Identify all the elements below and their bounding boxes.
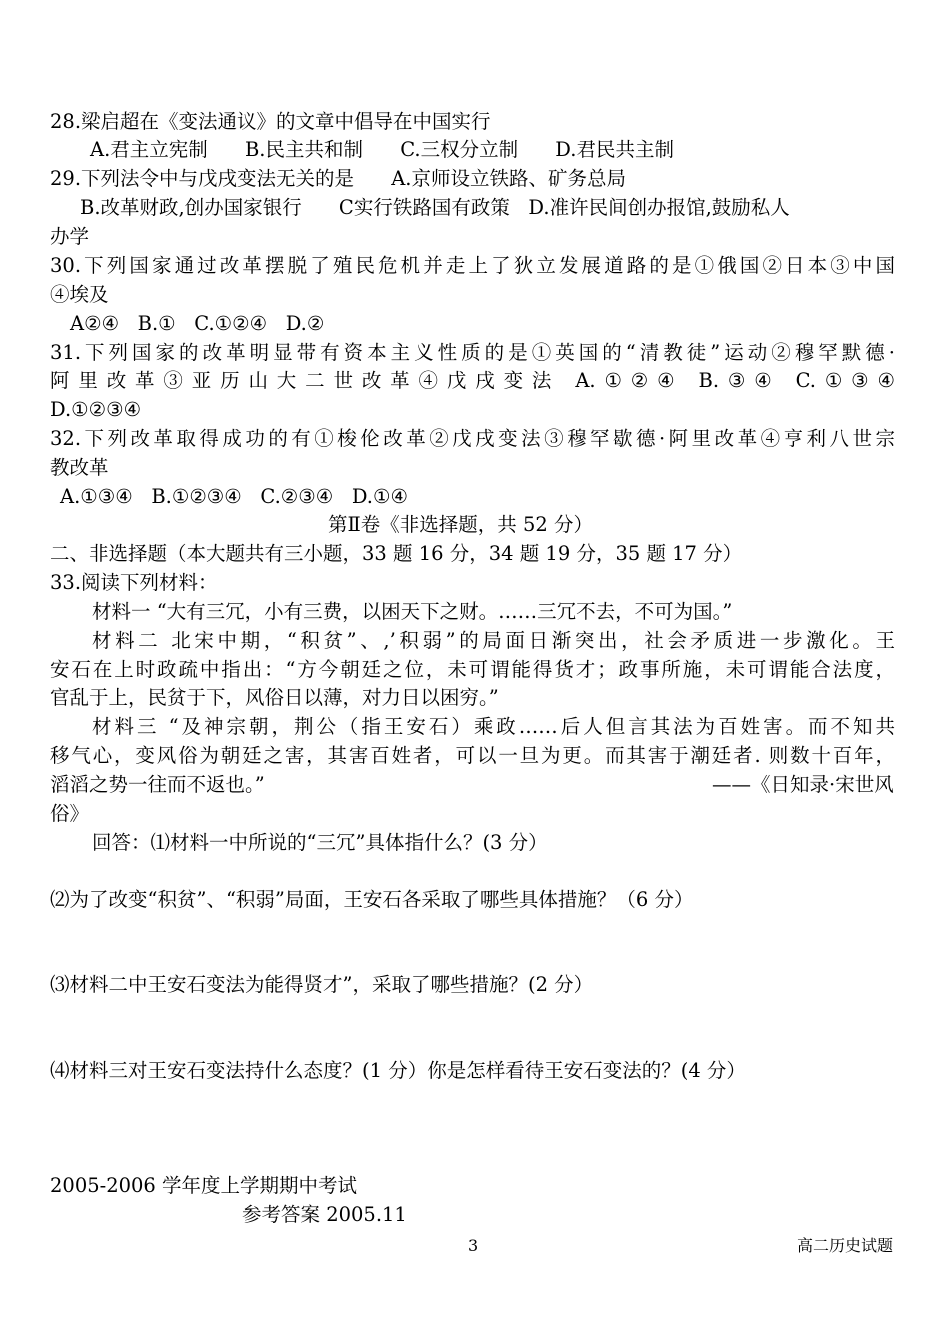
q33-answer-2: ⑵为了改变“积贫”、“积弱”局面，王安石各采取了哪些具体措施？（6 分） bbox=[50, 888, 694, 911]
page-number: 3 bbox=[468, 1236, 479, 1255]
q33-material-3-source-cont: 俗》 bbox=[50, 802, 90, 825]
q32-stem: 32.下列改革取得成功的有①梭伦改革②戊戌变法③穆罕歇德·阿里改革④亨利八世宗 bbox=[50, 427, 895, 450]
q32-options: A.①③④ B.①②③④ C.②③④ D.①④ bbox=[60, 485, 408, 508]
q33-material-3-end: 滔滔之势一往而不返也。” bbox=[50, 773, 265, 796]
part2-instruction: 二、非选择题（本大题共有三小题，33 题 16 分，34 题 19 分，35 题 17 分） bbox=[50, 542, 743, 565]
q30-stem-cont: ④埃及 bbox=[50, 283, 109, 306]
q33-material-1: 材料一 “大有三冗，小有三费，以困天下之财。……三冗不去，不可为国。” bbox=[92, 600, 733, 623]
q29-options: B.改革财政,创办国家银行 C实行铁路国有政策 D.准许民间创办报馆,鼓励私人 bbox=[80, 196, 790, 219]
q28-stem: 28.梁启超在《变法通议》的文章中倡导在中国实行 bbox=[50, 110, 491, 133]
q33-material-3: 材料三 “及神宗朝，荆公（指王安石）乘政……后人但言其法为百姓害。而不知共 bbox=[92, 715, 895, 738]
q33-material-3-source: ——《日知录·宋世风 bbox=[712, 773, 894, 796]
q33-answer-1: 回答：⑴材料一中所说的“三冗”具体指什么？(3 分） bbox=[92, 831, 548, 854]
q33-answer-4: ⑷材料三对王安石变法持什么态度？(1 分）你是怎样看待王安石变法的？(4 分） bbox=[50, 1059, 746, 1082]
q33-material-2: 材料二 北宋中期，“积贫”、,’积弱”的局面日渐突出，社会矛质进一步激化。王 bbox=[92, 629, 895, 652]
q31-option-d: D.①②③④ bbox=[50, 398, 142, 421]
q31-stem-cont: 阿里改革③亚历山大二世改革④戊戌变法 A.①②④ B.③④ C.①③④ bbox=[50, 369, 895, 392]
q33-material-2-end: 官乱于上，民贫于下，风俗日以薄，对力日以困穷。” bbox=[50, 686, 499, 709]
q31-stem: 31.下列国家的改革明显带有资本主义性质的是①英国的“清教徒”运动②穆罕默德· bbox=[50, 341, 895, 364]
q30-stem: 30.下列国家通过改革摆脱了殖民危机并走上了狄立发展道路的是①俄国②日本③中国 bbox=[50, 254, 895, 277]
answer-subtitle: 参考答案 2005.11 bbox=[242, 1203, 407, 1226]
q33-material-2-cont: 安石在上时政疏中指出：“方今朝廷之位，未可谓能得货才；政事所施，未可谓能合法度， bbox=[50, 658, 895, 681]
q32-stem-cont: 教改革 bbox=[50, 456, 109, 479]
answer-title: 2005-2006 学年度上学期期中考试 bbox=[50, 1174, 358, 1197]
q33-intro: 33.阅读下列材料： bbox=[50, 571, 218, 594]
part2-title: 第Ⅱ卷《非选择题，共 52 分） bbox=[328, 513, 593, 536]
q30-options: A②④ B.① C.①②④ D.② bbox=[70, 312, 325, 335]
q33-material-3-cont: 移气心，变风俗为朝廷之害，其害百姓者，可以一旦为更。而其害于潮廷者. 则数十百年， bbox=[50, 744, 895, 767]
q33-answer-3: ⑶材料二中王安石变法为能得贤才”，采取了哪些措施？(2 分） bbox=[50, 973, 594, 996]
footer-subject: 高二历史试题 bbox=[797, 1236, 894, 1255]
q29-stem: 29.下列法令中与戊戌变法无关的是 A.京师设立铁路、矿务总局 bbox=[50, 167, 626, 190]
q28-options: A.君主立宪制 B.民主共和制 C.三权分立制 D.君民共主制 bbox=[90, 138, 674, 161]
q29-options-cont: 办学 bbox=[50, 225, 90, 248]
